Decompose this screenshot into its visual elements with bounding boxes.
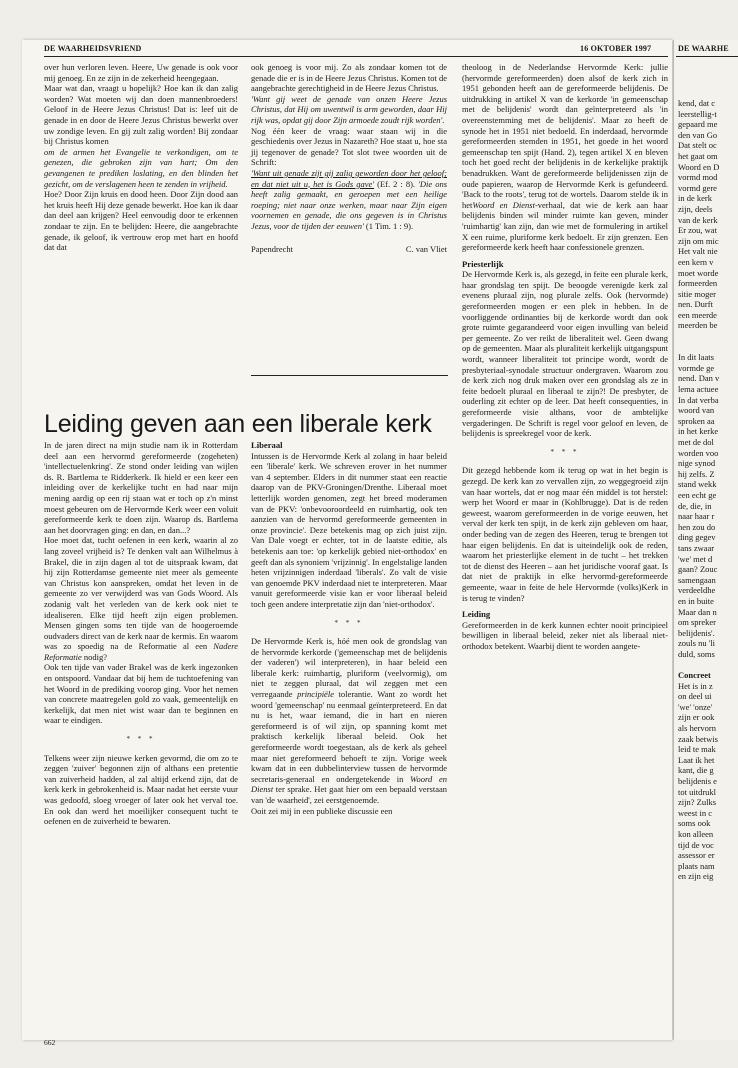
next-page-line: meerden be — [678, 320, 718, 331]
section-divider: * * * — [334, 618, 364, 627]
subheading-priesterlijk: Priesterlijk — [462, 258, 504, 269]
next-page-line: in de kerk — [678, 193, 712, 204]
paragraph: ter sprake. Het gaat hier om een bepaald verstaan van 'de waarheid', zei eerstgenoemde. — [251, 784, 447, 805]
main-article-col1 — [44, 440, 238, 827]
next-page-line: vormd mod — [678, 172, 718, 183]
section-divider: * * * — [126, 735, 156, 744]
next-page-line: assessor er — [678, 850, 715, 861]
reference: (Ef. 2 : 8). — [374, 178, 419, 189]
publication-title: Woord en Dienst — [472, 199, 535, 210]
next-page-line: kant, die g — [678, 765, 714, 776]
next-page-line: leerstellig-t — [678, 108, 717, 119]
section-divider: * * * — [550, 447, 580, 456]
scripture-quote: om de armen het Evangelie te verkondigen, om te genezen, die gebroken zijn van hart; Om den gevangenen te prediken loslating, en den blinden het gezicht, om de verslagenen heen te zenden in vrijheid. — [44, 146, 238, 189]
next-page-line: vormd gere — [678, 182, 717, 193]
paragraph: Hoe? Door Zijn kruis en dood heen. Door Zijn dood aan het kruis heeft Hij deze genade bewerkt. Hoe kan ik daar dan deel aan krijgen? Heel eenvoudig door te erkennen zondaar te zijn. En te belijden: Heere, die aangebrachte genade, ik geloof, ik vertrouw erop met hart en hoofd dat dat — [44, 189, 238, 253]
article-col3-top — [462, 62, 668, 651]
next-page-line: Woord en D — [678, 161, 720, 172]
next-page-line: tijd de voc — [678, 839, 714, 850]
next-page-line — [678, 331, 738, 342]
paragraph: Hoe moet dat, tucht oefenen in een kerk, waarin al zo lang zoveel vrijheid is? Te denken valt aan Wilhelmus à Brakel, die in zijn dagen al tot de uitspraak kwam, dat hij zijn Rotterdamse gemeente niet meer als gemeente van Christus kon aanspreken, omdat het leven in de gemeente zo ver verwijderd was van Gods Woord. Als zodanig valt het verleden van de kerk ook niet te idealiseren. Elke tijd heeft zijn eigen problemen. Mensen gingen soms ten tijde van de hoogeroemde oudvaders direct van de kerk naar de kermis. En waarom was zo spoedig na de Reformatie al een — [44, 535, 238, 652]
paragraph: Intussen is de Hervormde Kerk al zolang in haar beleid een 'liberale' kerk. We schreven erover in het nummer van 4 september. Elders in dit nummer staat een reactie daarop van de PKV-Groningen/Drenthe. Liberaal moet letterlijk worden genomen, zegt het breed moderamen van de PKV: 'onbevooroordeeld en ruimhartig, ook ten aanzien van de hervormd gereformeerde gemeenten in onze provincie'. Deze betekenis mag op zich juist zijn. Van Dale voegt er echter, tot in de laatste editie, als betekenis aan toe: 'op kerkelijk gebied niet-orthodox' en geeft dan als synoniem 'vrijzinnig'. In engelstalige landen heten vrijzinnigen inderdaad 'liberals'. Zo valt de visie van genoemde PKV inderdaad niet te interpreteren. Maar vanuit gereformeerde visie kan er voor liberaal beleid toch geen andere interpretatie zijn dan 'niet-orthodox'. — [251, 450, 447, 609]
article-headline: Leiding geven aan een liberale kerk — [44, 410, 432, 438]
next-page-line: Het is in z — [678, 680, 713, 691]
paragraph: Ook ten tijde van vader Brakel was de kerk ingezonken en ontspoord. Vandaar dat bij hem de tuchtoefening van het Woord in de prediking voorop ging. Voor het nemen van concrete maatregelen gold zo vaak, gemeentelijk en kerkelijk, dat men niet wist waar dan te beginnen en waar te eindigen. — [44, 662, 238, 726]
next-page-line: weest in c — [678, 807, 712, 818]
next-page-line: zijn er ook — [678, 712, 715, 723]
next-page-line: formeerden — [678, 278, 718, 289]
next-page-line: zaak betwis — [678, 733, 718, 744]
running-header-date: 16 OKTOBER 1997 — [580, 44, 652, 53]
next-page-line: verdeeldhe — [678, 585, 716, 596]
next-page-line: 'we' 'onze' — [678, 701, 713, 712]
next-page-line: met de dol — [678, 437, 714, 447]
next-page-line: sitie moger — [678, 288, 717, 299]
scripture-quote: 'Want gij weet de genade van onzen Heere Jezus Christus, dat Hij om uwentwil is arm geworden, daar Hij rijk was, opdat gij door Zijn armoede zoudt rijk worden'. — [251, 93, 447, 125]
next-page-line: Laat ik het — [678, 754, 715, 765]
header-rule — [44, 56, 668, 57]
next-page-line: en zijn eig — [678, 871, 714, 882]
paragraph: De Hervormde Kerk is, hóé men ook de grondslag van de hervormde kerkorde ('gemeenschap met de belijdenis der vaderen') wil interpreteren), in haar beleid een liberale kerk: ruimhartig, pluriform (veelvormig), om niet te zeggen pluraal, dat wil zeggen met een verregaande — [251, 636, 447, 700]
next-page-line — [678, 342, 738, 353]
next-page-line: vormde ge — [678, 362, 715, 373]
emphasis: Nadere Reformatie — [44, 641, 238, 662]
next-page-line: kend, dat c — [678, 98, 716, 108]
article-divider-rule — [251, 375, 448, 376]
paragraph: Ooit zei mij in een publieke discussie een — [251, 805, 393, 816]
emphasis: principiële — [297, 689, 334, 700]
next-page-line: en in buite — [678, 595, 714, 606]
paragraph: ook genoeg is voor mij. Zo als zondaar komen tot de genade die er is in de Heere Jezus Christus. Komen tot de aangebrachte gerechtigheid in de Heere Jezus Christus. — [251, 62, 447, 94]
next-page-line: om spreker — [678, 617, 717, 628]
next-page-line: het gaat om — [678, 150, 718, 161]
paragraph: Nog één keer de vraag: waar staan wij in die geschiedenis over Jezus in Nazareth? Hoe staat u, hoe sta jij tegenover de genade? Tot slot twee woorden uit de Schrift: — [251, 125, 447, 168]
paragraph: Maar wat dan, vraagt u hopelijk? Hoe kan ik dan zalig worden? Wat moeten wij dan doen mannenbroeders! Geloof in de Heere Jezus Christus! Dat is: leef uit de genade in en door de Heere Jezus Christus bewerkt over uw zondige leven. En gij zult zalig worden! Bij zondaar bij Christus komen — [44, 83, 238, 147]
next-page-line: leid te mak — [678, 744, 716, 755]
next-page-line: In dat verba — [678, 394, 719, 405]
next-page-header-rule — [676, 56, 738, 57]
prev-article-col2 — [251, 62, 447, 254]
paragraph: Telkens weer zijn nieuwe kerken gevormd, die om zo te zeggen 'zuiver' begonnen zijn of althans een pretentie van zuiverheid hadden, al zal altijd erkend zijn, dat de kerk kerk in gebrokenheid is. Maar nadat het eerste vuur was gedoofd, sloeg vroeger of later ook het verval toe. En ook dan werd het moeilijker consequent tucht te oefenen en de zuiverheid te bewaren. — [44, 752, 238, 827]
next-page-line: Dat stelt oc — [678, 140, 717, 151]
next-page-line: naar haar r — [678, 511, 715, 522]
paragraph: tolerantie. Want zo wordt het woord 'gemeenschap' nu eenmaal geïnterpreteerd. En dat nu is het, waar iemand, die in hart en nieren gereformeerd is of wil zijn, op spanning komt met praktisch kerkelijk liberaal beleid. Ook het gereformeerde wordt toegestaan, als de kerk als geheel maar niet gereformeerd behoeft te zijn. Vorige week kwam dat in een dubbelinterview tussen de hervormde secretaris-generaal en ondergetekende in — [251, 689, 448, 784]
next-page-line: nige synod — [678, 458, 716, 469]
reference: (1 Tim. 1 : 9). — [363, 220, 414, 231]
paragraph: Gereformeerden in de kerk kunnen echter nooit principieel bewilligen in liberaal beleid, zeker niet als liberaal niet-orthodox betekent. Waarbij dient te worden aangete- — [462, 619, 668, 651]
next-page-line: de, die, in — [678, 500, 712, 511]
next-page-line: in het kerke — [678, 426, 719, 437]
next-page-line: een kern v — [678, 256, 714, 267]
next-page-line: soms ook — [678, 818, 711, 829]
next-page-line: Het valt nie — [678, 246, 718, 257]
paragraph: -verhaal, dat wie de kerk aan haar belijdenis binden wil minder ruimte kan geven, minder 'ruimhartig' kan zijn, dan wie met de formulering in artikel X een ruime, pluriforme kerk bedoelt. Er zijn grenzen. Een gereformeerde kerk heeft haar confessionele grenzen. — [462, 199, 669, 253]
signature-line — [251, 244, 447, 255]
paragraph: over hun verloren leven. Heere, Uw genade is ook voor mij genoeg. En ze zijn in de zekerheid heengegaan. — [44, 62, 238, 83]
next-page-column-fragment — [678, 98, 738, 882]
next-page-line — [678, 659, 738, 670]
next-page-line: moet worde — [678, 267, 719, 278]
next-page-line: lema actuee — [678, 384, 719, 395]
next-page-line: Maar dan n — [678, 606, 717, 617]
next-page-line: gepaard me — [678, 119, 718, 130]
next-page-line: stand wekk — [678, 479, 717, 490]
next-page-line: Concreet — [678, 670, 711, 681]
next-page-line: belijdenis'. — [678, 627, 715, 638]
main-article-col2 — [251, 440, 447, 816]
publication-title: Woord en Dienst — [251, 773, 448, 795]
next-page-line: den van Go — [678, 129, 718, 140]
subheading-liberaal: Liberaal — [251, 440, 283, 450]
next-page-line: van de kerk — [678, 214, 718, 225]
next-page-line: nend. Dan v — [678, 373, 720, 384]
next-page-line: Er zou, wat — [678, 225, 717, 236]
next-page-line: nen. Durft — [678, 299, 713, 310]
page-number: 662 — [44, 1038, 56, 1047]
next-page-line: sproken aa — [678, 415, 715, 426]
next-page-line: kon alleen — [678, 828, 714, 839]
next-page-line: een echt ge — [678, 489, 717, 500]
next-page-line: woord van — [678, 405, 715, 416]
next-page-line: tans zwaar — [678, 542, 715, 553]
running-header-title: DE WAARHEIDSVRIEND — [44, 44, 142, 53]
next-page-line: tot uitdrukl — [678, 786, 717, 797]
prev-article-col1 — [44, 62, 238, 253]
next-page-line: zijn, deels — [678, 203, 713, 214]
next-page-line: zouls nu 'li — [678, 638, 715, 649]
next-page-line: samengaan — [678, 574, 716, 585]
next-page-line: plaats nam — [678, 860, 715, 871]
next-page-line: duld, soms — [678, 648, 715, 659]
scripture-quote: 'Die ons heeft zalig gemaakt, en geroepen met een heilige roeping; niet naar onze werken, maar naar Zijn eigen voornemen en genade, die ons gegeven is in Christus Jezus, voor de tijden der eeuwen' — [251, 178, 448, 231]
author-place: Papendrecht — [251, 243, 294, 254]
next-page-line: In dit laats — [678, 352, 714, 363]
author-name: C. van Vliet — [405, 243, 447, 254]
next-page-line: zijn? Zulks — [678, 797, 717, 808]
next-page-line: een meerde — [678, 309, 717, 320]
next-page-line: hen zou do — [678, 521, 716, 532]
next-page-line: als hervorn — [678, 723, 717, 734]
next-page-line: zijn om mic — [678, 235, 719, 246]
next-page-line: belijdenis e — [678, 776, 717, 786]
scripture-quote: 'Want uit genade zijt gij zalig geworden door het geloof; en dat niet uit u, het is Gods gave' — [251, 167, 447, 189]
paragraph: nodig? — [81, 651, 108, 662]
paragraph: De Hervormde Kerk is, als gezegd, in feite een plurale kerk, haar grondslag ten spijt. De beoogde verenigde kerk zal evenens pluraal zijn, nog plurale zelfs. Ook (hervormde) gereformeerden mogen er een plek in hebben. In de voorliggende ordinanties bij de kerkorde wordt dan ook grote ruimte gegarandeerd voor eigen invulling van beleid per gemeente. Zo ver reikt de liberaliteit wel. Geen dwang op de gemeenten. Maar als pluraliteit kerkelijk uitgangspunt wordt, wanneer liberaliteit tot principe wordt, wordt de presbyteriaal-synodale structuur ondergraven. Waarom zou de kerk zich nog druk maken over een grondslag als ze in feite bedoelt pluraal en liberaal te zijn?! De presbyter, de ouderling zit echter op de leer. Dat heeft consequenties, in gereformeerde visie althans, voor de ambtelijke vergaderingen. De Schrift is regel voor geloof en leven, de belijdenis is spreekregel voor de kerk. — [462, 269, 668, 439]
next-page-line: gaan? Zouc — [678, 564, 718, 575]
paragraph: In de jaren direct na mijn studie nam ik in Rotterdam deel aan een hervormd gereformeerde (zogeheten) 'intellectuelenkring'. Ze stond onder leiding van wijlen ds. R. Bartlema te Ridderkerk. Ik hield er een keer een inleiding over de kerkelijke tucht en had naar mijn mening aardig op een rij staan wat er toch op z'n minst moest gebeuren om de Hervormde Kerk weer een voluit gereformeerde kerk te doen zijn. Waarop ds. Bartlema aan het doorvragen ging: en dan, en dan...? — [44, 440, 238, 535]
next-page-line: ding gegev — [678, 532, 716, 543]
next-page-line: on deel ui — [678, 691, 712, 702]
next-page-header: DE WAARHE — [678, 44, 729, 53]
paragraph: theoloog in de Nederlandse Hervormde Kerk: jullie (hervormde gereformeerden) doen alsof de kerk zich in 1951 gebonden heeft aan de gereformeerde belijdenis. De uitdrukking in artikel X van de kerkorde 'in gemeenschap met de belijdenis' wordt dan geïnterpreteerd als 'in overeenstemming met de belijdenis'. Maar zo heeft de synode het in 1951 niet bedoeld. En inderdaad, hervormde gereformeerden stemden in 1951, het goede in het woord gemeenschap ten spijt (Hand. 2), tegen artikel X en bleven toch het goed recht der belijdenis in de kerkelijke praktijk benadrukken. Want de gereformeerde belijdenissen zijn de oude papieren, waarop de Hervormde Kerk is gefundeerd. 'Back to the roots', terug tot de wortels. Daarom stelde ik in het — [462, 62, 668, 210]
next-page-line: worden voo — [678, 447, 719, 458]
paragraph: Dit gezegd hebbende kom ik terug op wat in het begin is gezegd. De kerk kan zo vervallen zijn, zo weggegroeid zijn van haar wortels, dat er nog maar één middel is tot herstel: werp het Woord er maar in (Kohlbrugge). Dat is de reden geweest, waarom gereformeerden in de vorige eeuwen, het verval der kerk ten spijt, in de kerk zijn gebleven om haar, onder beding van de zegen des Heeren, terug te brengen tot haar eigen belijdenis. En dat is uiteindelijk ook de reden, waarom het priesterlijke element in de tucht – het trekken tot de dienst des Heeren – aan het juridische vooraf gaat. Is dat niet de praktijk in elke hervormd-gereformeerde gemeente, waar in feite de hele Hervormde (volks)Kerk in is terug te vinden? — [462, 465, 668, 603]
next-page-line: hij zelfs. Z — [678, 468, 715, 479]
next-page-line: 'we' met d — [678, 553, 713, 564]
subheading-leiding: Leiding — [462, 609, 491, 620]
